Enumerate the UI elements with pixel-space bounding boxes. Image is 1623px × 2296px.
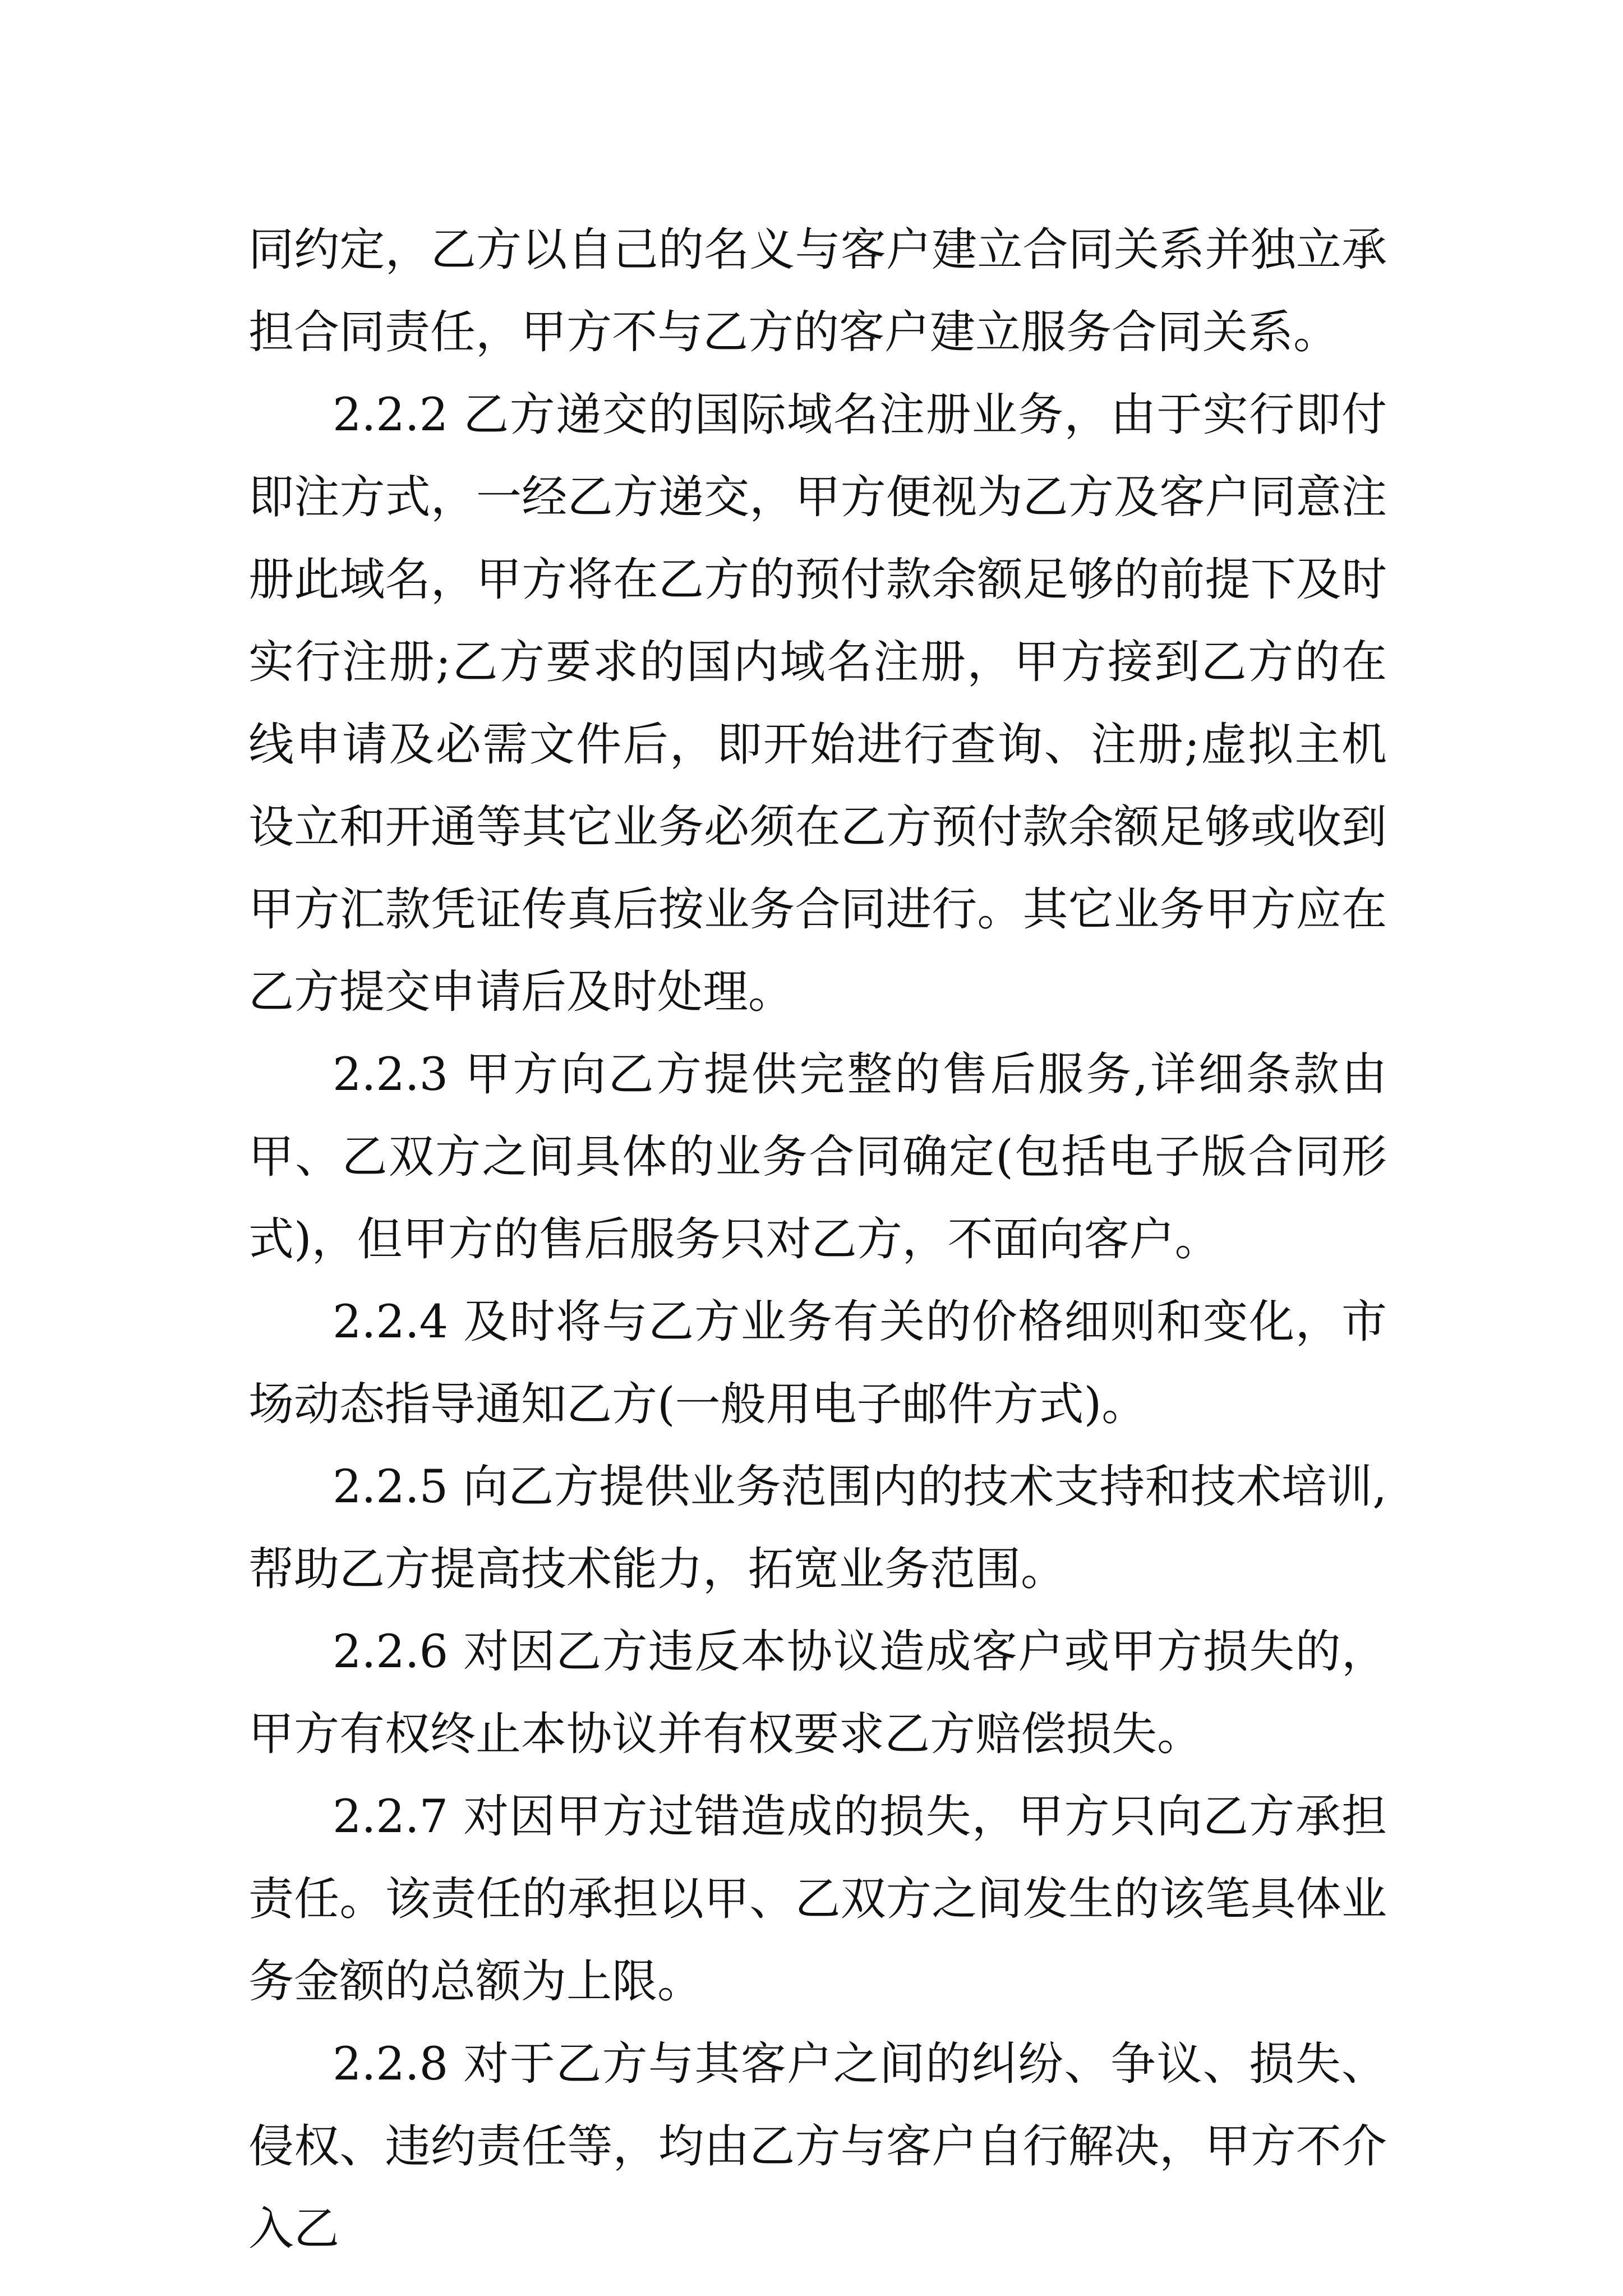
clause-2-2-5: 2.2.5 向乙方提供业务范围内的技术支持和技术培训,帮助乙方提高技术能力，拓宽业务范围。: [248, 1461, 1387, 1596]
paragraph-continuation: 同约定，乙方以自己的名义与客户建立合同关系并独立承担合同责任，甲方不与乙方的客户建立服务合同关系。: [248, 224, 1387, 359]
clause-2-2-6: 2.2.6 对因乙方违反本协议造成客户或甲方损失的，甲方有权终止本协议并有权要求乙方赔偿损失。: [248, 1626, 1387, 1761]
clause-2-2-7: 2.2.7 对因甲方过错造成的损失，甲方只向乙方承担责任。该责任的承担以甲、乙双方之间发生的该笔具体业务金额的总额为上限。: [248, 1791, 1387, 2008]
clause-2-2-8: 2.2.8 对于乙方与其客户之间的纠纷、争议、损失、侵权、违约责任等，均由乙方与客户自行解决，甲方不介入乙: [248, 2038, 1387, 2256]
document-body: [248, 209, 1387, 2271]
clause-2-2-2: 2.2.2 乙方递交的国际域名注册业务，由于实行即付即注方式，一经乙方递交，甲方便视为乙方及客户同意注册此域名，甲方将在乙方的预付款余额足够的前提下及时实行注册;乙方要求的国内域名注册，甲方接到乙方的在线申请及必需文件后，即开始进行查询、注册;虚拟主机设立和开通等其它业务必须在乙方预付款余额足够或收到甲方汇款凭证传真后按业务合同进行。其它业务甲方应在乙方提交申请后及时处理。: [248, 389, 1387, 1019]
clause-2-2-4: 2.2.4 及时将与乙方业务有关的价格细则和变化，市场动态指导通知乙方(一般用电子邮件方式)。: [248, 1296, 1387, 1431]
clause-2-2-3: 2.2.3 甲方向乙方提供完整的售后服务,详细条款由甲、乙双方之间具体的业务合同确定(包括电子版合同形式)，但甲方的售后服务只对乙方，不面向客户。: [248, 1048, 1387, 1266]
